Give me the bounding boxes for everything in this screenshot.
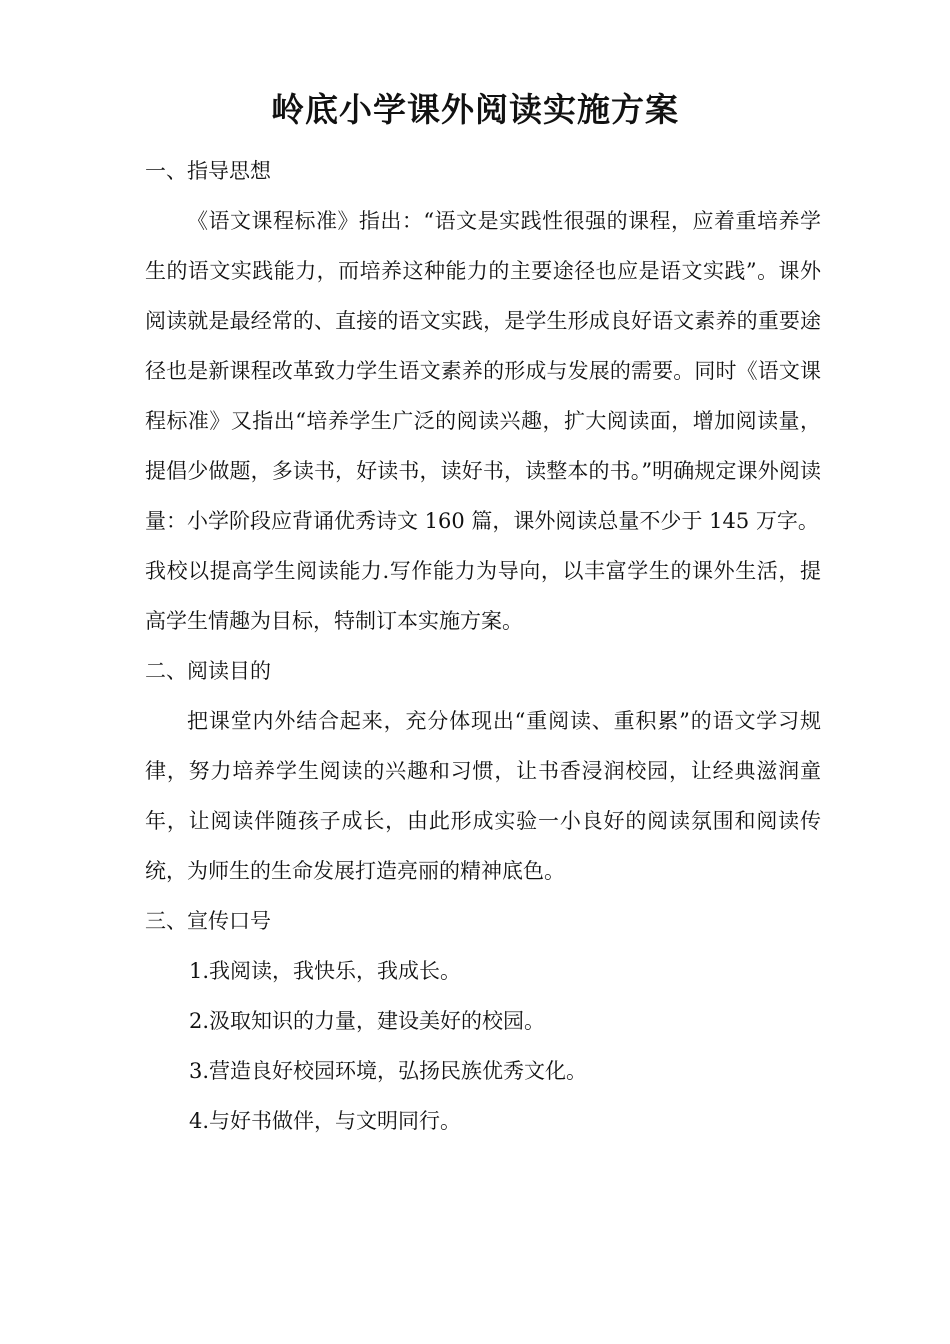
guiding-paragraph-1: 《语文课程标准》指出：“语文是实践性很强的课程，应着重培养学生的语文实践能力，而培养这种能力的主要途径也应是语文实践”。课外阅读就是最经常的、直接的语文实践，是学生形成良好语文素养的重要途径也是新课程改革致力学生语文素养的形成与发展的需要。同时《语文课程标准》又指出“培养学生广泛的阅读兴趣，扩大阅读面，增加阅读量，提倡少做题，多读书，好读书，读好书，读整本的书。”明确规定课外阅读量：小学阶段应背诵优秀诗文 160 篇，课外阅读总量不少于 145 万字。 [145,209,821,533]
section-heading-purpose: 二、阅读目的 [145,659,271,683]
slogan-item: 3.营造良好校园环境，弘扬民族优秀文化。 [189,1059,588,1083]
document-body [145,146,821,1146]
section-heading-guiding: 一、指导思想 [145,159,271,183]
guiding-paragraph-2: 我校以提高学生阅读能力.写作能力为导向，以丰富学生的课外生活，提高学生情趣为目标，特制订本实施方案。 [145,559,821,633]
slogan-item: 1.我阅读，我快乐，我成长。 [189,959,462,983]
document-title: 岭底小学课外阅读实施方案 [271,90,679,129]
slogan-item: 2.汲取知识的力量，建设美好的校园。 [189,1009,546,1033]
slogan-item: 4.与好书做伴，与文明同行。 [189,1109,462,1133]
purpose-paragraph: 把课堂内外结合起来，充分体现出“重阅读、重积累”的语文学习规律，努力培养学生阅读的兴趣和习惯，让书香浸润校园，让经典滋润童年，让阅读伴随孩子成长，由此形成实验一小良好的阅读氛围和阅读传统，为师生的生命发展打造亮丽的精神底色。 [145,709,821,883]
section-heading-slogans: 三、宣传口号 [145,909,271,933]
